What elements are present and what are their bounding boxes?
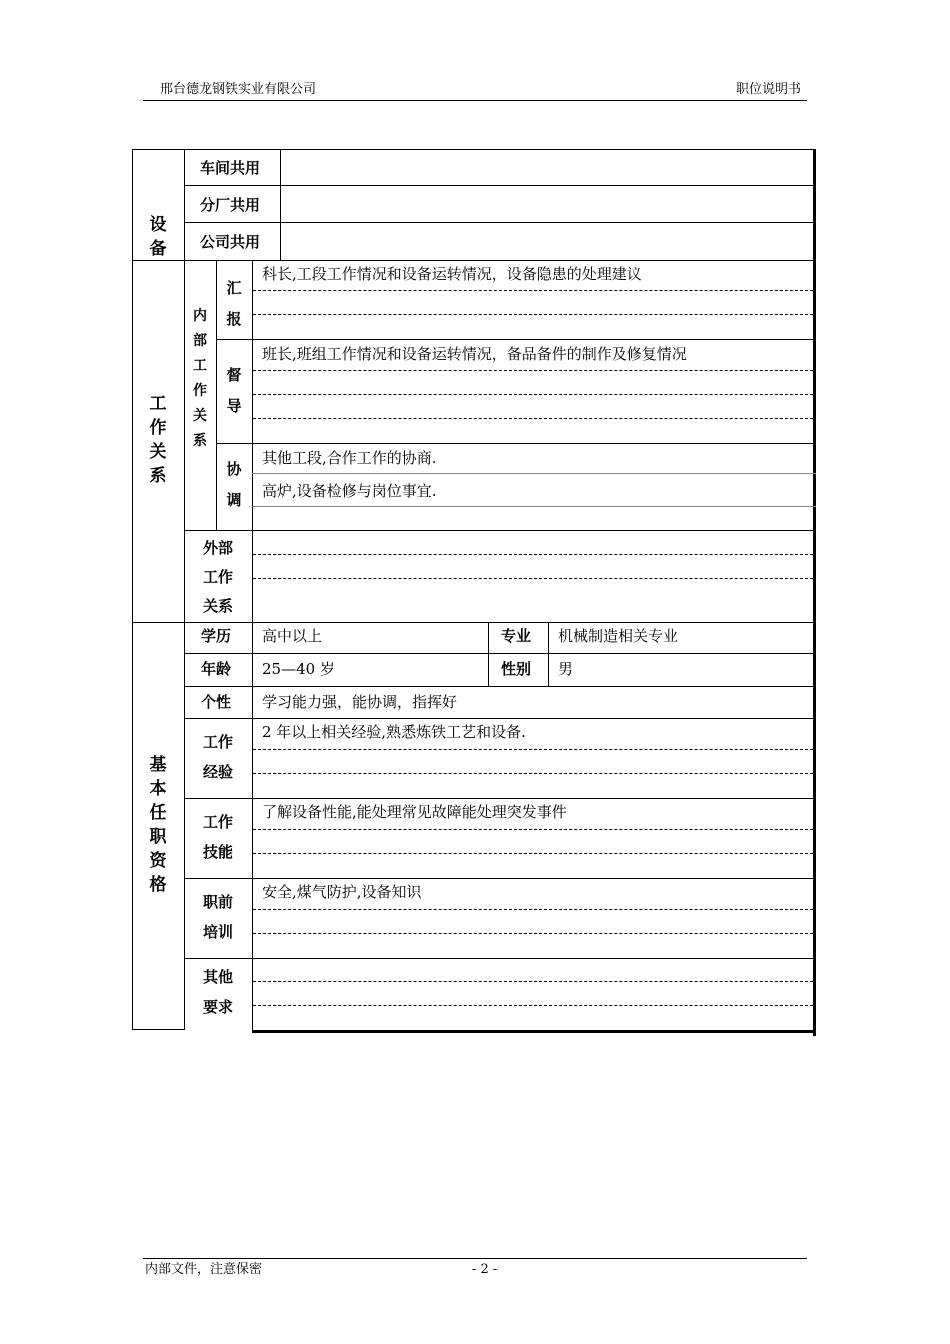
workshop-shared-label: 车间共用 [200, 159, 261, 177]
supervise-dash-3 [253, 418, 813, 419]
frame-bottom-left [132, 1029, 185, 1030]
relations-end-line [132, 622, 816, 623]
personality-value: 学习能力强，能协调，指挥好 [262, 693, 458, 711]
coordinate-line-1: 其他工段,合作工作的协商. [262, 449, 437, 467]
report-line-1: 科长,工段工作情况和设备运转情况，设备隐患的处理建议 [262, 265, 642, 283]
experience-dash-2 [253, 773, 813, 774]
internal-end-line [184, 530, 816, 531]
equip-row-line-2 [184, 222, 816, 223]
skills-label: 工作 技能 [202, 813, 233, 861]
education-value: 高中以上 [262, 627, 323, 645]
skills-dash-1 [253, 829, 813, 830]
job-description-table [132, 149, 818, 1036]
report-dash-2 [253, 314, 813, 315]
supervise-dash-2 [253, 394, 813, 395]
training-dash-1 [253, 909, 813, 910]
training-dash-2 [253, 933, 813, 934]
experience-label: 工作 经验 [202, 733, 233, 781]
age-value: 25—40 岁 [262, 660, 335, 678]
skills-value: 了解设备性能,能处理常见故障能处理突发事件 [262, 803, 567, 821]
coordinate-label: 协 调 [226, 460, 242, 509]
qual-mid-divider-1 [488, 622, 489, 686]
coordinate-rule-2 [252, 506, 816, 507]
major-label: 专业 [501, 627, 532, 645]
supervise-end-line [216, 443, 816, 444]
other-requirements-label: 其他 要求 [202, 968, 233, 1016]
skills-row-line [184, 878, 816, 879]
experience-row-line [184, 798, 816, 799]
supervise-label: 督 导 [226, 366, 242, 415]
equipment-section-label: 设 备 [149, 215, 167, 259]
branch-shared-label: 分厂共用 [200, 196, 261, 214]
report-dash-1 [253, 290, 813, 291]
other-dash-1 [253, 981, 813, 982]
experience-dash-1 [253, 749, 813, 750]
major-value: 机械制造相关专业 [558, 627, 679, 645]
personality-row-line [184, 718, 816, 719]
supervise-line-1: 班长,班组工作情况和设备运转情况，备品备件的制作及修复情况 [262, 345, 687, 363]
skills-dash-2 [253, 853, 813, 854]
content-divider [252, 260, 253, 1032]
training-value: 安全,煤气防护,设备知识 [262, 883, 422, 901]
external-dash-1 [253, 554, 813, 555]
work-relations-section-label: 工 作 关 系 [149, 394, 167, 486]
frame-left [132, 149, 133, 1030]
gender-value: 男 [558, 660, 574, 678]
training-label: 职前 培训 [202, 893, 233, 941]
supervise-dash-1 [253, 370, 813, 371]
age-row-line [184, 686, 816, 687]
frame-top [132, 149, 816, 150]
training-row-line [184, 958, 816, 959]
other-dash-2 [253, 1005, 813, 1006]
education-label: 学历 [201, 627, 232, 645]
equip-end-line [132, 260, 816, 261]
header-divider [143, 100, 807, 101]
confidential-note: 内部文件，注意保密 [145, 1262, 263, 1277]
external-relations-label: 外部 工作 关系 [202, 539, 233, 615]
equip-label-divider [280, 149, 281, 260]
report-label: 汇 报 [226, 279, 242, 328]
coordinate-line-2: 高炉,设备检修与岗位事宜. [262, 482, 437, 500]
gender-label: 性别 [501, 660, 532, 678]
internal-relations-label: 内 部 工 作 关 系 [193, 308, 207, 449]
age-label: 年龄 [201, 660, 232, 678]
report-end-line [216, 339, 816, 340]
external-dash-2 [253, 578, 813, 579]
company-shared-label: 公司共用 [200, 233, 261, 251]
education-row-line [184, 653, 816, 654]
coordinate-rule-1 [252, 473, 816, 474]
footer-divider [143, 1258, 807, 1259]
experience-value: 2 年以上相关经验,熟悉炼铁工艺和设备. [262, 723, 526, 741]
document-type: 职位说明书 [736, 82, 802, 97]
frame-bottom [252, 1030, 816, 1033]
personality-label: 个性 [201, 693, 232, 711]
frame-right [813, 149, 816, 1036]
qualifications-section-label: 基 本 任 职 资 格 [149, 755, 167, 895]
equip-row-line-1 [184, 185, 816, 186]
company-name: 邢台德龙钢铁实业有限公司 [160, 82, 317, 97]
qual-mid-divider-2 [548, 622, 549, 686]
page-number: - 2 - [472, 1262, 498, 1277]
